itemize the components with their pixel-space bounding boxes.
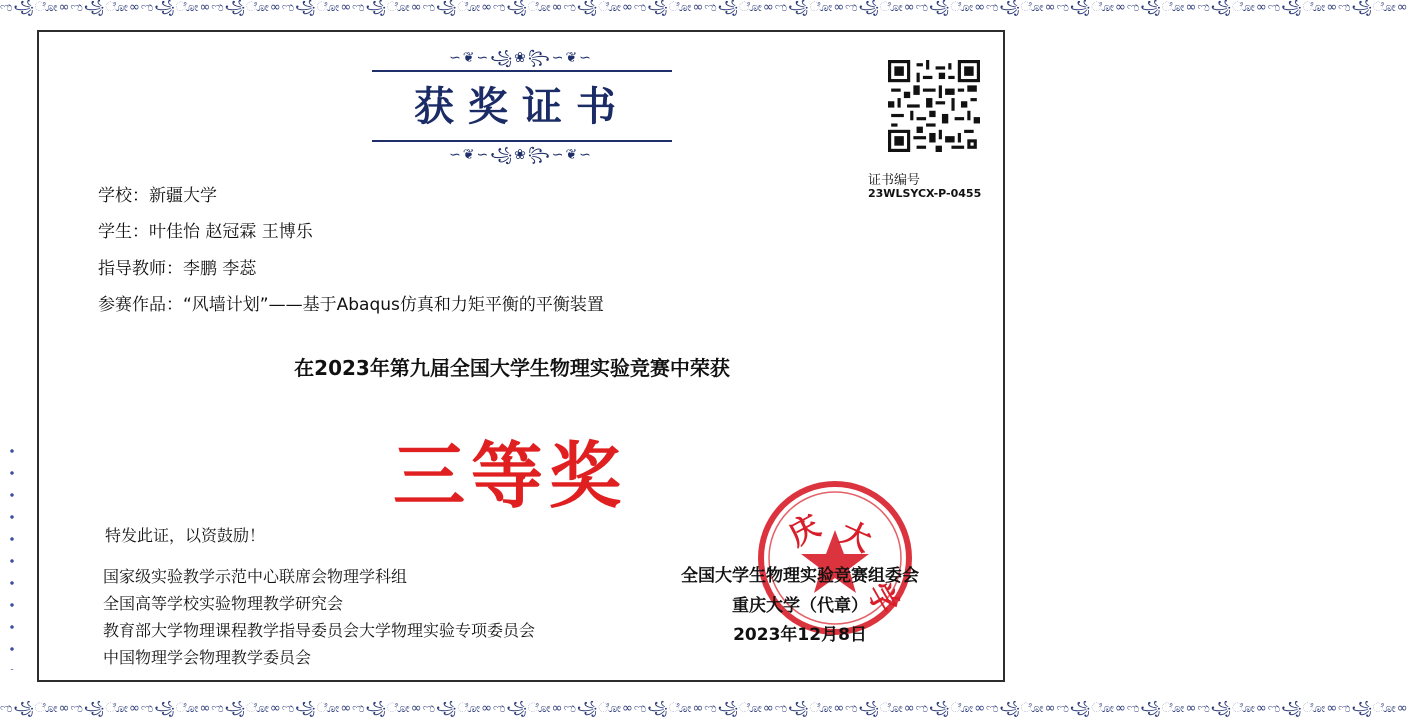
seal-char-1: 庆	[783, 508, 827, 554]
qr-code-icon	[888, 60, 980, 152]
honor-line: 在2023年第九届全国大学生物理实验竞赛中荣获	[294, 356, 730, 380]
students-value: 叶佳怡 赵冠霖 王博乐	[149, 222, 313, 242]
issue-date: 2023年12月8日	[733, 625, 867, 645]
certificate-title: 获奖证书	[414, 83, 630, 130]
advisors-field	[98, 254, 256, 279]
work-label: 参赛作品：	[98, 295, 183, 315]
title-rule-bottom	[372, 140, 672, 142]
students-field	[98, 217, 313, 242]
school-label: 学校：	[98, 186, 149, 206]
left-dotted-edge	[10, 440, 14, 670]
seal-char-2: 大	[834, 515, 877, 560]
certificate-statement: 特发此证，以资鼓励！	[105, 526, 266, 545]
organizer-1: 国家级实验教学示范中心联席会物理学科组	[103, 567, 408, 586]
school-value: 新疆大学	[149, 186, 217, 206]
certificate-number: 23WLSYCX-P-0455	[868, 187, 982, 200]
bottom-ornament-border: ಌ꧁ೋ∞ಌ꧁ೋ∞ಌ꧁ೋ∞ಌ꧁ೋ∞ಌ꧁ೋ∞ಌ꧁ೋ∞ಌ꧁ೋ∞ಌ꧁ೋ∞ಌ꧁ೋ∞ಌ꧁ೋ∞ಌ꧁ೋ∞ಌ꧁ೋ∞ಌ꧁ೋ∞ಌ꧁ೋ∞ಌ꧁ೋ∞ಌ꧁ೋ∞ಌ꧁ೋ∞ಌ꧁ೋ∞ಌ꧁ೋ∞ಌ꧁ೋ∞	[0, 701, 1409, 716]
organizer-3: 教育部大学物理课程教学指导委员会大学物理实验专项委员会	[103, 621, 536, 640]
organizer-2: 全国高等学校实验物理教学研究会	[103, 594, 344, 613]
certificate-number-label: 证书编号	[868, 173, 921, 188]
advisors-label: 指导教师：	[98, 259, 183, 279]
work-value: “风墙计划”——基于Abaqus仿真和力矩平衡的平衡装置	[183, 295, 604, 315]
seal-char-3: 学	[859, 577, 905, 621]
award-level: 三等奖	[392, 434, 627, 518]
decorative-scroll-icon: ∽❦∽꧁❀꧂∽❦∽	[449, 50, 593, 66]
issuer-committee: 全国大学生物理实验竞赛组委会	[681, 566, 919, 586]
school-field	[98, 181, 217, 206]
title-rule-top	[372, 70, 672, 72]
organizer-4: 中国物理学会物理教学委员会	[103, 648, 312, 667]
work-field	[98, 290, 604, 315]
decorative-scroll-icon: ∽❦∽꧁❀꧂∽❦∽	[449, 147, 593, 163]
students-label: 学生：	[98, 222, 149, 242]
advisors-value: 李鹏 李蕊	[183, 259, 257, 279]
issuer-university: 重庆大学（代章）	[732, 596, 868, 616]
top-ornament-border: ಌ꧁ೋ∞ಌ꧁ೋ∞ಌ꧁ೋ∞ಌ꧁ೋ∞ಌ꧁ೋ∞ಌ꧁ೋ∞ಌ꧁ೋ∞ಌ꧁ೋ∞ಌ꧁ೋ∞ಌ꧁ೋ∞ಌ꧁ೋ∞ಌ꧁ೋ∞ಌ꧁ೋ∞ಌ꧁ೋ∞ಌ꧁ೋ∞ಌ꧁ೋ∞ಌ꧁ೋ∞ಌ꧁ೋ∞ಌ꧁ೋ∞ಌ꧁ೋ∞	[0, 0, 1409, 15]
